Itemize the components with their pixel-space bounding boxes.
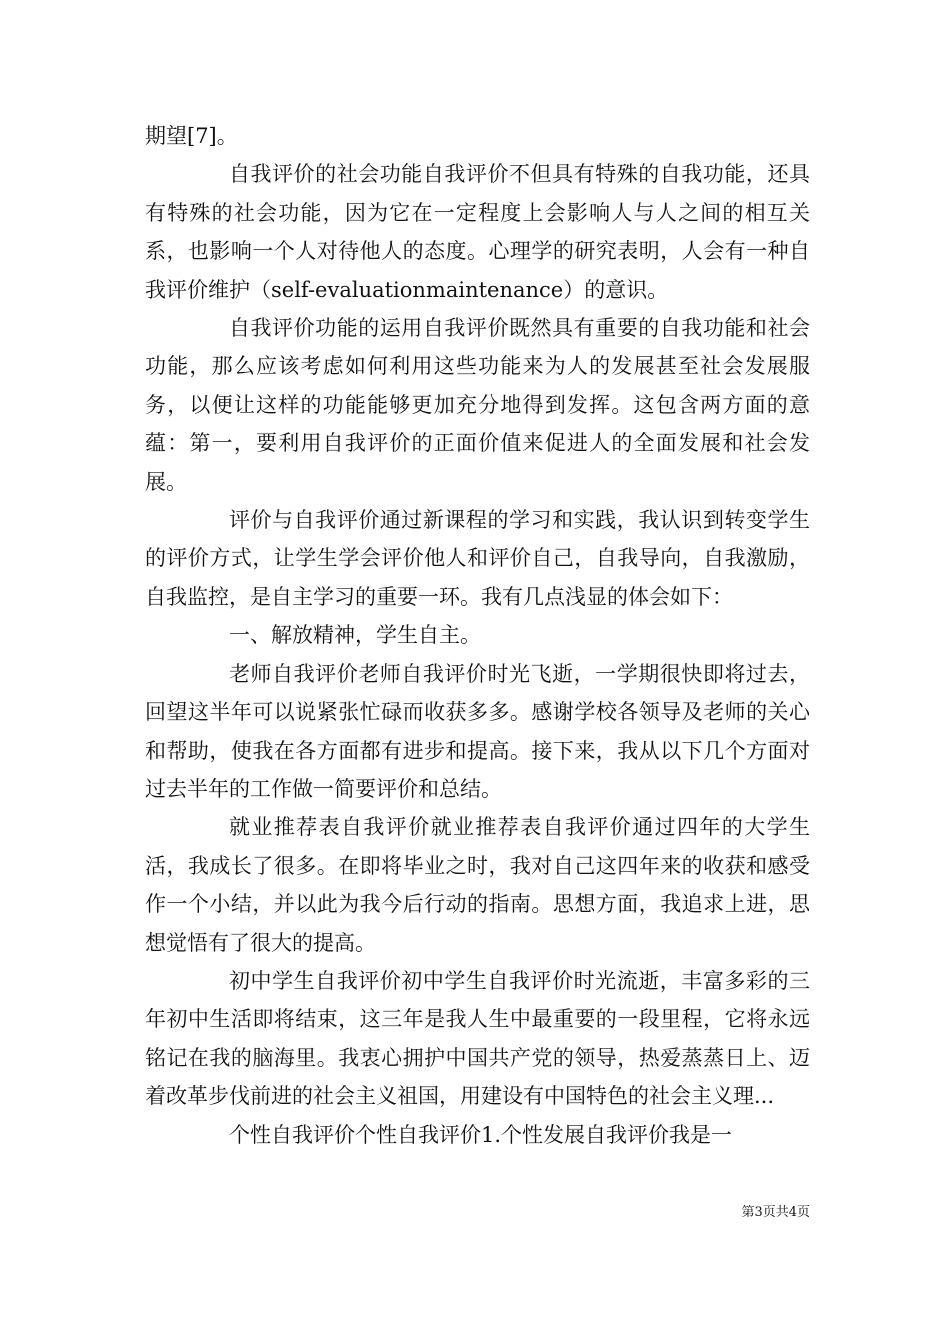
paragraph-teacher-self-evaluation: 老师自我评价老师自我评价时光飞逝，一学期很快即将过去，回望这半年可以说紧张忙碌而收获多多。感谢学校各领导及老师的关心和帮助，使我在各方面都有进步和提高。接下来，我从以下几个方面对过去半年的工作做一简要评价和总结。 — [145, 661, 810, 801]
paragraph-employment-recommendation: 就业推荐表自我评价就业推荐表自我评价通过四年的大学生活，我成长了很多。在即将毕业之时，我对自己这四年来的收获和感受作一个小结，并以此为我今后行动的指南。思想方面，我追求上进，思想觉悟有了很大的提高。 — [145, 815, 810, 955]
document-body — [145, 117, 810, 1154]
paragraph-social-function: 自我评价的社会功能自我评价不但具有特殊的自我功能，还具有特殊的社会功能，因为它在一定程度上会影响人与人之间的相互关系，也影响一个人对待他人的态度。心理学的研究表明，人会有一种自我评价维护（self-evaluationmaintenance）的意识。 — [145, 162, 810, 302]
paragraph-personality-self-evaluation: 个性自我评价个性自我评价1.个性发展自我评价我是一 — [229, 1122, 733, 1147]
page-number-footer: 第3页共4页 — [741, 1205, 810, 1220]
paragraph-continuation: 期望[7]。 — [145, 124, 238, 148]
paragraph-section-heading: 一、解放精神，学生自主。 — [229, 623, 481, 648]
paragraph-evaluation-and-self-evaluation: 评价与自我评价通过新课程的学习和实践，我认识到转变学生的评价方式，让学生学会评价他人和评价自己，自我导向，自我激励，自我监控，是自主学习的重要一环。我有几点浅显的体会如下： — [145, 508, 810, 609]
paragraph-middle-school-student: 初中学生自我评价初中学生自我评价时光流逝，丰富多彩的三年初中生活即将结束，这三年是我人生中最重要的一段里程，它将永远铭记在我的脑海里。我衷心拥护中国共产党的领导，热爱蒸蒸日上、迈着改革步伐前进的社会主义祖国，用建设有中国特色的社会主义理... — [145, 968, 810, 1109]
paragraph-function-application: 自我评价功能的运用自我评价既然具有重要的自我功能和社会功能，那么应该考虑如何利用这些功能来为人的发展甚至社会发展服务，以便让这样的功能能够更加充分地得到发挥。这包含两方面的意蕴：第一，要利用自我评价的正面价值来促进人的全面发展和社会发展。 — [145, 316, 810, 494]
